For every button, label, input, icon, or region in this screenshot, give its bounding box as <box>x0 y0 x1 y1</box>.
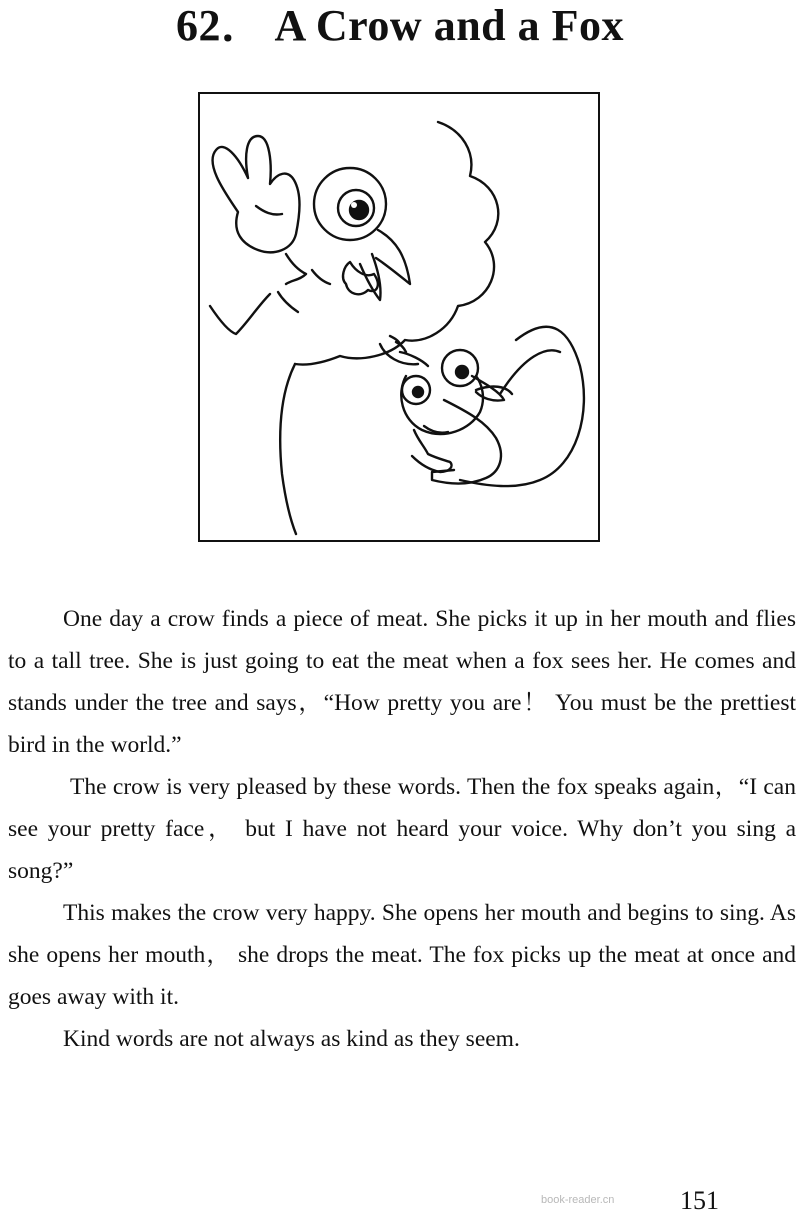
fox-whisker <box>390 336 400 344</box>
fox-tail <box>460 327 584 486</box>
crow-feet <box>286 254 306 284</box>
watermark: book-reader.cn <box>541 1194 615 1206</box>
crow-wing <box>213 136 300 252</box>
tree-trunk <box>280 364 296 534</box>
story-paragraph-2: The crow is very pleased by these words. Then the fox speaks again，“I can see your pretty face， but I have not heard your voice. Why don’t you sing a song?” <box>8 774 796 884</box>
tree-trunk-right <box>380 344 418 364</box>
page-number: 151 <box>680 1186 719 1215</box>
crow-eye-glint <box>351 202 357 208</box>
crow-eye-outer <box>314 168 386 240</box>
fox-pupil-left <box>413 387 423 397</box>
tree-branch-inner <box>278 292 298 312</box>
story-paragraph-3: This makes the crow very happy. She opens her mouth and begins to sing. As she opens her mouth， she drops the meat. The fox picks up the meat at once and goes away with it. <box>8 900 796 1010</box>
crow-and-fox-illustration <box>200 94 598 540</box>
crow-beak-upper <box>376 230 410 284</box>
crow-wing-line <box>256 206 282 215</box>
tree-branch-left <box>210 294 270 334</box>
fox-pupil-right <box>456 366 468 378</box>
crow-feet-2 <box>312 270 330 284</box>
story-text <box>8 598 796 1060</box>
page-title: 62． A Crow and a Fox <box>175 1 625 50</box>
fox-leg-front <box>412 430 452 472</box>
fox-ear <box>472 376 504 401</box>
tree-canopy <box>295 122 498 365</box>
story-moral: Kind words are not always as kind as they seem. <box>63 1026 520 1052</box>
fox-tail-inner <box>500 350 560 394</box>
story-paragraph-1: One day a crow finds a piece of meat. She picks it up in her mouth and flies to a tall tree. She is just going to eat the meat when a fox sees her. He comes and stands under the tree and says，“How pretty you are！ You must be the prettiest bird in the world.” <box>8 606 796 758</box>
illustration-frame <box>198 92 600 542</box>
